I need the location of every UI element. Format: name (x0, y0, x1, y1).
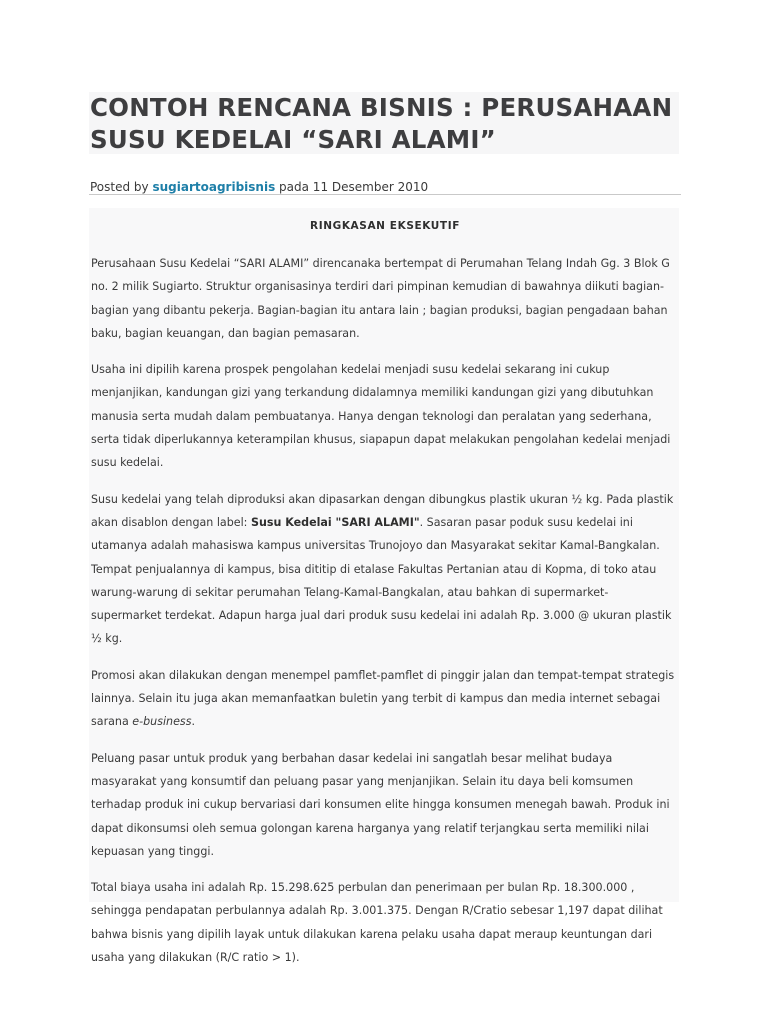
post-body (91, 216, 679, 969)
paragraph-promotion-text-2: . (191, 715, 196, 729)
e-business-term: e-business (132, 715, 192, 729)
paragraph-company: Perusahaan Susu Kedelai “SARI ALAMI” direncanaka bertempat di Perumahan Telang Indah Gg. 3 Blok G no. 2 milik Sugiarto. Struktur organisasinya terdiri dari pimpinan kemudian di bawahnya diikuti bagian-bagian yang dibantu pekerja. Bagian-bagian itu antara lain ; bagian produksi, bagian pengadaan bahan baku, bagian keuangan, dan bagian pemasaran. (91, 257, 670, 340)
paragraph-marketing-text-2: . Sasaran pasar poduk susu kedelai ini utamanya adalah mahasiswa kampus universitas Trunojoyo dan Masyarakat sekitar Kamal-Bangkalan. Tempat penjualannya di kampus, bisa dititip di etalase Fakultas Pertanian atau di Kopma, di toko atau warung-warung di sekitar perumahan Telang-Kamal-Bangkalan, atau bahkan di supermarket- supermarket terdekat. Adapun harga jual dari produk susu kedelai ini adalah Rp. 3.000 @ ukuran plastik ½ kg. (91, 515, 672, 646)
paragraph-market-opportunity: Peluang pasar untuk produk yang berbahan dasar kedelai ini sangatlah besar melihat budaya masyarakat yang konsumtif dan peluang pasar yang menjanjikan. Selain itu daya beli komsumen terhadap produk ini cukup bervariasi dari konsumen elite hingga konsumen menegah bawah. Produk ini dapat dikonsumsi oleh semua golongan karena harganya yang relatif terjangkau serta memiliki nilai kepuasan yang tinggi. (91, 751, 670, 858)
posted-by-label: Posted by (90, 180, 149, 194)
meta-divider (89, 194, 681, 195)
product-label: Susu Kedelai "SARI ALAMI" (250, 515, 420, 529)
paragraph-prospect: Usaha ini dipilih karena prospek pengolahan kedelai menjadi susu kedelai sekarang ini cukup menjanjikan, kandungan gizi yang terkandung didalamnya memiliki kandungan gizi yang dibutuhkan manusia serta mudah dalam pembuatanya. Hanya dengan teknologi dan peralatan yang sederhana, serta tidak diperlukannya keterampilan khusus, siapapun dapat melakukan pengolahan kedelai menjadi susu kedelai. (91, 363, 671, 470)
paragraph-promotion-text-1: Promosi akan dilakukan dengan menempel pamflet-pamflet di pinggir jalan dan tempat-tempat strategis lainnya. Selain itu juga akan memanfaatkan buletin yang terbit di kampus dan media internet sebagai sarana (91, 668, 675, 729)
section-heading: RINGKASAN EKSEKUTIF (310, 220, 460, 232)
paragraph-marketing-text-1: Susu kedelai yang telah diproduksi akan dipasarkan dengan dibungkus plastik ukuran ½ kg. Pada plastik akan disablon dengan label: (91, 492, 674, 529)
paragraph-promotion (91, 664, 679, 734)
post-title (90, 92, 680, 156)
post-date: pada 11 Desember 2010 (279, 180, 429, 194)
post-title-line-2: SUSU KEDELAI “SARI ALAMI” (90, 125, 496, 154)
paragraph-financials: Total biaya usaha ini adalah Rp. 15.298.625 perbulan dan penerimaan per bulan Rp. 18.300.000 , sehingga pendapatan perbulannya adalah Rp. 3.001.375. Dengan R/Cratio sebesar 1,197 dapat dilihat bahwa bisnis yang dipilih layak untuk dilakukan karena pelaku usaha dapat meraup keuntungan dari usaha yang dilakukan (R/C ratio > 1). (91, 881, 663, 965)
author-link[interactable]: sugiartoagribisnis (152, 180, 276, 194)
paragraph-marketing (91, 488, 679, 651)
post-title-line-1: CONTOH RENCANA BISNIS : PERUSAHAAN (90, 93, 673, 122)
